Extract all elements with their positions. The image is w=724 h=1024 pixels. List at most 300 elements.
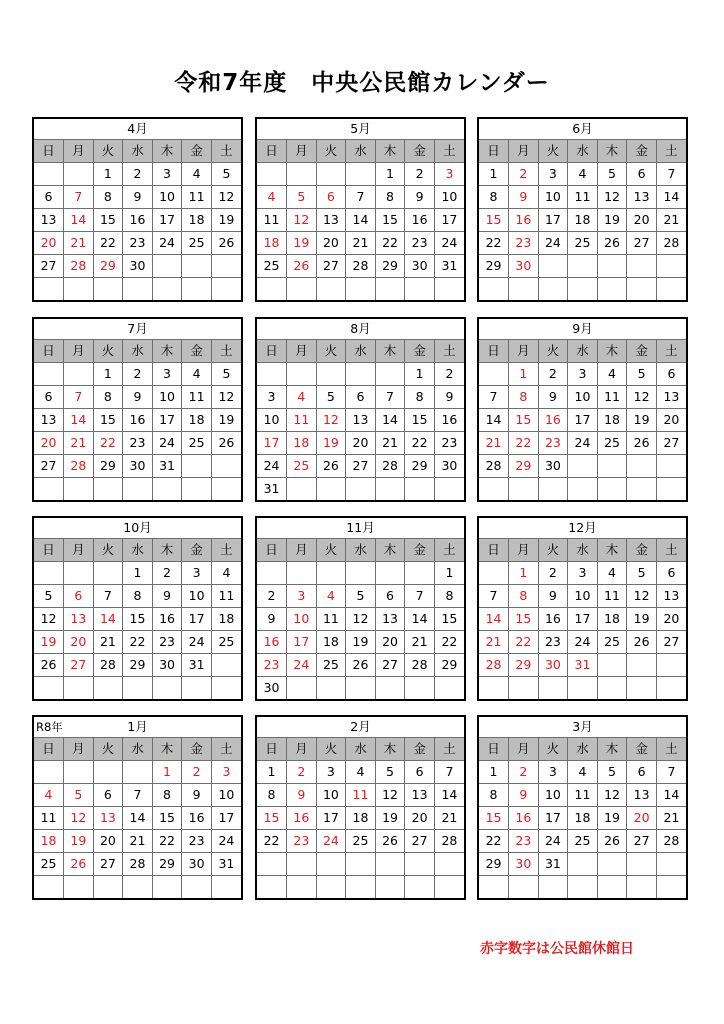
day-cell: 3 [257, 386, 287, 409]
day-cell: 1 [479, 761, 509, 784]
day-cell [93, 677, 123, 700]
day-cell [182, 677, 212, 700]
weekday-header: 土 [656, 140, 686, 163]
day-cell: 11 [597, 386, 627, 409]
day-cell [656, 455, 686, 478]
day-cell: 14 [64, 409, 94, 432]
day-cell: 15 [509, 608, 539, 631]
weekday-header: 火 [538, 738, 568, 761]
day-cell: 5 [375, 761, 405, 784]
day-cell [405, 876, 435, 899]
day-cell: 23 [257, 654, 287, 677]
day-cell: 29 [93, 455, 123, 478]
day-cell: 27 [34, 455, 64, 478]
weekday-header: 火 [538, 539, 568, 562]
day-cell [568, 478, 598, 501]
day-cell: 19 [316, 432, 346, 455]
day-cell: 20 [93, 830, 123, 853]
day-cell: 7 [64, 186, 94, 209]
day-cell [257, 278, 287, 301]
day-cell [34, 363, 64, 386]
day-cell: 10 [316, 784, 346, 807]
day-cell: 10 [568, 386, 598, 409]
day-cell: 11 [211, 585, 241, 608]
day-cell: 23 [123, 432, 153, 455]
day-cell [627, 478, 657, 501]
day-cell: 19 [64, 830, 94, 853]
day-cell [509, 876, 539, 899]
day-cell [287, 163, 317, 186]
day-cell [64, 478, 94, 501]
day-cell: 3 [152, 363, 182, 386]
weekday-header: 月 [509, 140, 539, 163]
day-cell [34, 163, 64, 186]
weekday-header: 土 [211, 539, 241, 562]
day-cell: 12 [597, 186, 627, 209]
day-cell: 15 [152, 807, 182, 830]
day-cell: 24 [434, 232, 464, 255]
weekday-header: 月 [64, 340, 94, 363]
month-label: 11月 [346, 520, 375, 535]
weekday-header: 木 [152, 140, 182, 163]
day-cell: 1 [509, 562, 539, 585]
day-cell: 27 [375, 654, 405, 677]
day-cell [597, 455, 627, 478]
day-cell [287, 853, 317, 876]
weekday-header: 月 [287, 738, 317, 761]
day-cell: 14 [405, 608, 435, 631]
era-year-label: R8年 [36, 720, 63, 734]
day-cell: 9 [257, 608, 287, 631]
weekday-header: 水 [346, 539, 376, 562]
weekday-header: 月 [64, 140, 94, 163]
day-cell: 16 [509, 807, 539, 830]
day-cell: 13 [34, 409, 64, 432]
day-cell: 6 [375, 585, 405, 608]
day-cell: 17 [152, 409, 182, 432]
day-cell: 15 [375, 209, 405, 232]
weekday-header: 金 [182, 140, 212, 163]
day-cell: 6 [656, 562, 686, 585]
day-cell: 20 [656, 608, 686, 631]
day-cell: 24 [538, 232, 568, 255]
day-cell: 6 [64, 585, 94, 608]
day-cell: 14 [346, 209, 376, 232]
day-cell [627, 876, 657, 899]
weekday-header: 金 [627, 738, 657, 761]
day-cell: 9 [509, 186, 539, 209]
weekday-header: 金 [627, 539, 657, 562]
day-cell [509, 278, 539, 301]
day-cell: 24 [568, 432, 598, 455]
day-cell [479, 677, 509, 700]
weekday-header: 木 [375, 140, 405, 163]
day-cell: 4 [597, 363, 627, 386]
day-cell [656, 278, 686, 301]
day-cell: 12 [64, 807, 94, 830]
day-cell [93, 876, 123, 899]
month-label: 9月 [572, 321, 593, 336]
day-cell: 6 [316, 186, 346, 209]
day-cell: 5 [597, 761, 627, 784]
month-label: 12月 [568, 520, 597, 535]
day-cell [434, 478, 464, 501]
day-cell [257, 163, 287, 186]
day-cell [64, 677, 94, 700]
month-label: 4月 [127, 121, 148, 136]
weekday-header: 土 [656, 539, 686, 562]
day-cell [287, 278, 317, 301]
day-cell: 5 [211, 363, 241, 386]
day-cell: 17 [568, 409, 598, 432]
day-cell: 5 [597, 163, 627, 186]
day-cell: 9 [123, 386, 153, 409]
day-cell: 10 [257, 409, 287, 432]
day-cell [316, 677, 346, 700]
month-calendar [255, 117, 466, 302]
day-cell: 21 [479, 631, 509, 654]
month-calendar [32, 715, 243, 900]
weekday-header: 水 [123, 340, 153, 363]
day-cell: 18 [287, 432, 317, 455]
day-cell: 17 [211, 807, 241, 830]
day-cell: 14 [656, 784, 686, 807]
day-cell: 27 [346, 455, 376, 478]
day-cell: 24 [316, 830, 346, 853]
day-cell: 1 [375, 163, 405, 186]
weekday-header: 土 [211, 140, 241, 163]
day-cell: 23 [538, 631, 568, 654]
day-cell: 10 [538, 186, 568, 209]
day-cell: 1 [257, 761, 287, 784]
day-cell [479, 363, 509, 386]
day-cell: 7 [434, 761, 464, 784]
day-cell: 20 [627, 807, 657, 830]
day-cell: 2 [123, 163, 153, 186]
weekday-header: 日 [479, 340, 509, 363]
day-cell: 12 [627, 386, 657, 409]
day-cell [182, 876, 212, 899]
day-cell: 1 [479, 163, 509, 186]
weekday-header: 水 [568, 539, 598, 562]
weekday-header: 火 [538, 340, 568, 363]
day-cell: 19 [597, 209, 627, 232]
day-cell [64, 163, 94, 186]
day-cell [656, 876, 686, 899]
day-cell [434, 853, 464, 876]
day-cell [287, 478, 317, 501]
day-cell: 5 [64, 784, 94, 807]
day-cell: 1 [152, 761, 182, 784]
day-cell [123, 478, 153, 501]
weekday-header: 火 [316, 539, 346, 562]
weekday-header: 金 [182, 738, 212, 761]
day-cell: 31 [211, 853, 241, 876]
day-cell: 2 [538, 363, 568, 386]
day-cell: 23 [123, 232, 153, 255]
weekday-header: 金 [627, 140, 657, 163]
day-cell: 5 [287, 186, 317, 209]
day-cell [64, 562, 94, 585]
day-cell: 13 [627, 784, 657, 807]
day-cell: 26 [64, 853, 94, 876]
day-cell: 10 [182, 585, 212, 608]
day-cell [346, 562, 376, 585]
weekday-header: 月 [287, 539, 317, 562]
day-cell: 22 [509, 631, 539, 654]
day-cell: 26 [34, 654, 64, 677]
day-cell [287, 677, 317, 700]
day-cell: 4 [34, 784, 64, 807]
day-cell: 18 [597, 608, 627, 631]
day-cell: 26 [211, 432, 241, 455]
day-cell: 8 [479, 186, 509, 209]
day-cell: 20 [34, 232, 64, 255]
weekday-header: 火 [93, 539, 123, 562]
day-cell: 21 [64, 232, 94, 255]
day-cell: 30 [123, 455, 153, 478]
weekday-header: 金 [405, 140, 435, 163]
day-cell: 27 [627, 232, 657, 255]
day-cell: 29 [509, 654, 539, 677]
day-cell: 17 [568, 608, 598, 631]
weekday-header: 土 [434, 738, 464, 761]
day-cell [152, 478, 182, 501]
weekday-header: 日 [257, 539, 287, 562]
day-cell [346, 478, 376, 501]
day-cell: 7 [93, 585, 123, 608]
weekday-header: 日 [479, 140, 509, 163]
weekday-header: 木 [597, 539, 627, 562]
day-cell: 30 [405, 255, 435, 278]
day-cell: 6 [34, 386, 64, 409]
day-cell: 5 [34, 585, 64, 608]
weekday-header: 水 [123, 539, 153, 562]
day-cell: 30 [152, 654, 182, 677]
weekday-header: 土 [656, 738, 686, 761]
weekday-header: 日 [34, 539, 64, 562]
day-cell: 11 [346, 784, 376, 807]
day-cell: 9 [123, 186, 153, 209]
weekday-header: 水 [123, 738, 153, 761]
day-cell: 8 [405, 386, 435, 409]
day-cell [627, 853, 657, 876]
day-cell: 13 [656, 386, 686, 409]
day-cell: 13 [656, 585, 686, 608]
day-cell: 9 [182, 784, 212, 807]
day-cell: 6 [405, 761, 435, 784]
day-cell [182, 455, 212, 478]
day-cell: 21 [123, 830, 153, 853]
day-cell [93, 278, 123, 301]
day-cell [257, 876, 287, 899]
day-cell: 29 [93, 255, 123, 278]
day-cell: 4 [568, 163, 598, 186]
day-cell: 9 [509, 784, 539, 807]
day-cell: 15 [257, 807, 287, 830]
day-cell: 19 [627, 409, 657, 432]
weekday-header: 日 [34, 340, 64, 363]
day-cell: 24 [538, 830, 568, 853]
day-cell: 17 [257, 432, 287, 455]
weekday-header: 土 [434, 140, 464, 163]
weekday-header: 水 [568, 738, 598, 761]
day-cell: 2 [257, 585, 287, 608]
day-cell: 19 [346, 631, 376, 654]
day-cell: 3 [538, 761, 568, 784]
day-cell: 19 [34, 631, 64, 654]
day-cell: 2 [287, 761, 317, 784]
day-cell: 4 [316, 585, 346, 608]
day-cell [568, 255, 598, 278]
day-cell: 25 [597, 432, 627, 455]
day-cell [568, 876, 598, 899]
day-cell [538, 876, 568, 899]
day-cell [34, 677, 64, 700]
month-label: 3月 [572, 719, 593, 734]
weekday-header: 日 [34, 738, 64, 761]
weekday-header: 金 [405, 738, 435, 761]
day-cell: 10 [211, 784, 241, 807]
day-cell: 16 [287, 807, 317, 830]
weekday-header: 月 [64, 738, 94, 761]
day-cell [405, 562, 435, 585]
day-cell: 4 [597, 562, 627, 585]
weekday-header: 金 [405, 340, 435, 363]
day-cell: 2 [434, 363, 464, 386]
day-cell [346, 876, 376, 899]
day-cell: 3 [538, 163, 568, 186]
day-cell: 22 [434, 631, 464, 654]
day-cell [211, 278, 241, 301]
day-cell: 12 [34, 608, 64, 631]
day-cell [375, 478, 405, 501]
day-cell: 6 [627, 761, 657, 784]
day-cell: 30 [538, 654, 568, 677]
day-cell: 18 [568, 209, 598, 232]
day-cell: 19 [627, 608, 657, 631]
weekday-header: 月 [509, 738, 539, 761]
day-cell [656, 853, 686, 876]
day-cell [405, 478, 435, 501]
day-cell [375, 278, 405, 301]
day-cell [375, 876, 405, 899]
day-cell: 30 [123, 255, 153, 278]
day-cell: 12 [627, 585, 657, 608]
day-cell [656, 478, 686, 501]
day-cell: 21 [93, 631, 123, 654]
day-cell: 15 [479, 807, 509, 830]
day-cell: 8 [93, 386, 123, 409]
day-cell: 22 [375, 232, 405, 255]
day-cell: 30 [538, 455, 568, 478]
day-cell [627, 278, 657, 301]
day-cell: 15 [434, 608, 464, 631]
day-cell [346, 853, 376, 876]
day-cell [538, 478, 568, 501]
day-cell: 7 [656, 163, 686, 186]
weekday-header: 水 [346, 340, 376, 363]
day-cell: 22 [152, 830, 182, 853]
day-cell: 27 [656, 631, 686, 654]
weekday-header: 土 [211, 340, 241, 363]
day-cell [287, 363, 317, 386]
day-cell: 7 [64, 386, 94, 409]
weekday-header: 月 [509, 340, 539, 363]
weekday-header: 金 [182, 539, 212, 562]
day-cell [316, 876, 346, 899]
day-cell [211, 255, 241, 278]
day-cell: 26 [316, 455, 346, 478]
day-cell: 20 [375, 631, 405, 654]
day-cell: 19 [287, 232, 317, 255]
day-cell: 11 [287, 409, 317, 432]
day-cell: 5 [346, 585, 376, 608]
day-cell: 14 [93, 608, 123, 631]
day-cell [93, 761, 123, 784]
day-cell [346, 278, 376, 301]
day-cell [568, 677, 598, 700]
day-cell: 15 [93, 409, 123, 432]
day-cell: 30 [509, 853, 539, 876]
day-cell: 7 [375, 386, 405, 409]
day-cell [627, 255, 657, 278]
day-cell: 22 [257, 830, 287, 853]
day-cell: 8 [375, 186, 405, 209]
day-cell [375, 363, 405, 386]
day-cell [123, 761, 153, 784]
day-cell: 27 [34, 255, 64, 278]
day-cell [257, 363, 287, 386]
weekday-header: 木 [152, 340, 182, 363]
day-cell: 26 [375, 830, 405, 853]
weekday-header: 火 [93, 738, 123, 761]
day-cell: 7 [656, 761, 686, 784]
day-cell: 12 [211, 186, 241, 209]
day-cell: 9 [538, 386, 568, 409]
weekday-header: 土 [434, 340, 464, 363]
day-cell: 18 [316, 631, 346, 654]
day-cell: 25 [568, 232, 598, 255]
day-cell: 21 [375, 432, 405, 455]
day-cell: 6 [656, 363, 686, 386]
day-cell: 3 [568, 562, 598, 585]
weekday-header: 水 [346, 140, 376, 163]
day-cell: 8 [123, 585, 153, 608]
day-cell: 14 [479, 608, 509, 631]
day-cell: 3 [152, 163, 182, 186]
day-cell: 30 [182, 853, 212, 876]
day-cell: 11 [568, 186, 598, 209]
day-cell: 23 [509, 232, 539, 255]
day-cell: 10 [152, 386, 182, 409]
day-cell [538, 278, 568, 301]
day-cell [538, 677, 568, 700]
day-cell: 7 [479, 585, 509, 608]
day-cell [627, 677, 657, 700]
weekday-header: 火 [316, 140, 346, 163]
day-cell [479, 278, 509, 301]
day-cell [34, 876, 64, 899]
day-cell [656, 654, 686, 677]
day-cell [287, 562, 317, 585]
day-cell: 8 [434, 585, 464, 608]
day-cell: 3 [568, 363, 598, 386]
day-cell: 11 [568, 784, 598, 807]
month-calendar [477, 516, 688, 701]
day-cell: 17 [316, 807, 346, 830]
day-cell: 14 [656, 186, 686, 209]
